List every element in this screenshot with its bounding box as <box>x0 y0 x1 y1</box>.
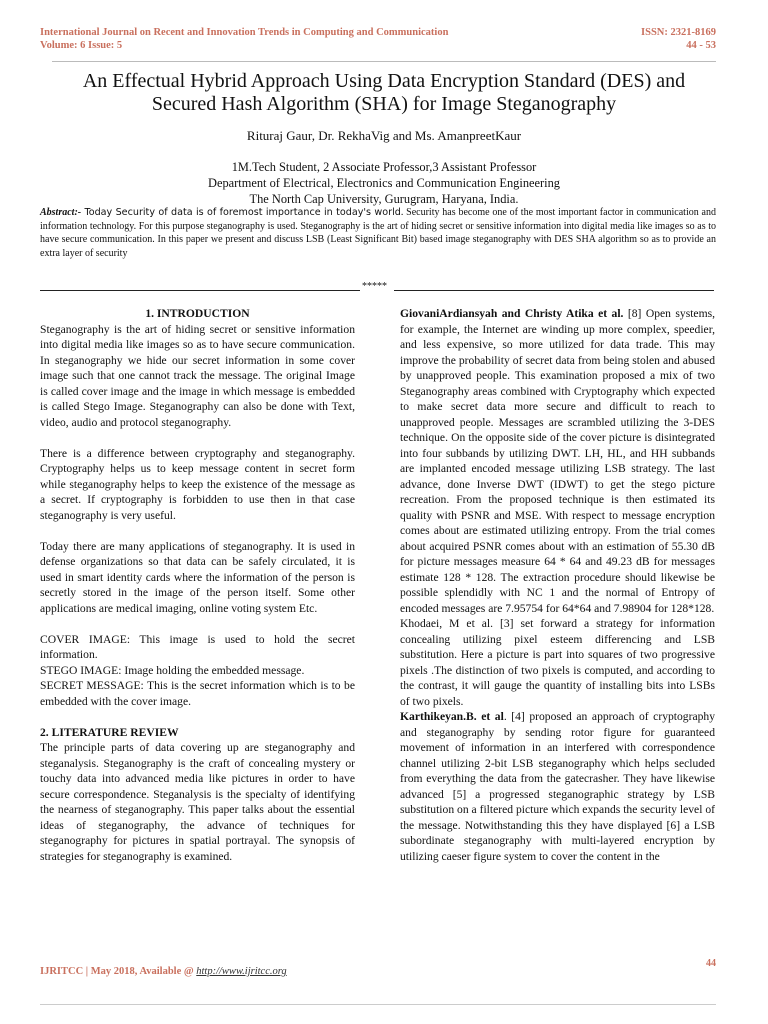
literature-review-heading: 2. LITERATURE REVIEW <box>40 725 179 739</box>
review-paragraph-giovani <box>400 306 715 616</box>
review-paragraph-karthikeyan <box>400 709 715 864</box>
paper-title <box>40 70 728 116</box>
intro-paragraph-1: Steganography is the art of hiding secret or sensitive information into digital media like images so as to have secure communication. In steganography we hide our secret information in some cover image such that one cannot track the message. The original Image is called cover image and the image in which message is embedded is called Stego Image. Steganography can also be done with Text, video, audio and protocol steganography. <box>40 322 355 429</box>
running-header-left <box>40 26 448 52</box>
cited-authors: Karthikeyan.B. et al <box>400 710 504 723</box>
header-divider <box>52 61 716 62</box>
review-text: . [4] proposed an approach of cryptography and steganography by sending rotor figure for guaranteed movement of information in an interfered with correspondence channel utilizing 2-bit LSB steganography which helps secluded from everything the data from the gatecrasher. They have likewise advanced [5] a progressed steganographic strategy by LSB substitution on a filtered picture which expands the security level of the message. Notwithstanding this they have displayed [6] a LSB subordinate steganography with multi-layered encryption by utilizing caeser figure system to cover the content in the <box>400 710 715 863</box>
left-column <box>40 306 355 864</box>
definition-cover-image: COVER IMAGE: This image is used to hold the secret information. <box>40 632 355 661</box>
issn: ISSN: 2321-8169 <box>641 27 716 38</box>
review-text: [8] Open systems, for example, the Internet are winding up more complex, speedier, and less expensive, so more utilized for data trade. This may improve the probability of secret data from being stolen and abused by unapproved people. This examination proposed a mix of two Steganography areas combined with Cryptography which expected to make secret data more secure and difficult to reach to unapproved people. Messages are scrambled utilizing the 3-DES technique. On the opposite side of the cover picture is disintegrated into four subbands by utilizing DWT. LH, HL, and HH subbands are implanted encoded message utilizing LSB strategy. The last advance, done Inverse DWT (IDWT) to get the stego picture recreation. From the proposed technique is then estimated its quality with PSNR and MSE. With respect to message encryption comes about are estimated utilizing entropy. From the trial comes about acquired PSNR comes about with an estimation of 55.30 dB for picture messages measure 64 * 64 and 49.23 dB for messages estimate 128 * 128. The extraction procedure should likewise be possible splendidly with NC 1 and the normal of Entropy of encoded messages are 7.95754 for 64*64 and 7.98904 for 128*128. <box>400 307 715 615</box>
definition-secret-message: SECRET MESSAGE: This is the secret information which is to be embedded with the cover image. <box>40 679 355 708</box>
footer-divider <box>40 1004 716 1005</box>
affiliation <box>40 142 728 207</box>
separator-stars: ***** <box>362 281 387 292</box>
definition-stego-image: STEGO IMAGE: Image holding the embedded message. <box>40 663 305 677</box>
introduction-heading: 1. INTRODUCTION <box>145 307 250 320</box>
paper-title-line-1: An Effectual Hybrid Approach Using Data Encryption Standard (DES) and <box>82 70 686 92</box>
intro-paragraph-2: There is a difference between cryptography and steganography. Cryptography helps us to keep message content in secret form while steganography helps to keep the existence of the message as a secret. If cryptography is forbidden to use then in that case steganography is very useful. <box>40 446 355 522</box>
separator-line-right <box>394 290 714 291</box>
literature-paragraph-1: The principle parts of data covering up are steganography and steganalysis. Steganography is the craft of concealing mystery or touchy data into advanced media like pictures in order to have secure correspondence. Steganalysis is the specialty of identifying the nearness of steganography. This paper talks about the essential ideas of steganography, the advance of techniques for steganography for pictures in spatial portrayal. The synopsis of strategies for steganography is examined. <box>40 741 355 863</box>
page-range: 44 - 53 <box>686 40 716 51</box>
abstract-body: . Security has become one of the most important factor in communication and information technology. For this purpose steganography is used. Steganography is the art of hiding secret or sensitive information into digital media like images so as to have secure communication. In this paper we present and discuss LSB (Least Significant Bit) based image steganography with DES SHA algorithm so as to provide an extra layer of security <box>40 207 716 259</box>
intro-paragraph-3: Today there are many applications of steganography. It is used in defense organizations so that data can be safely circulated, it is used in smart identity cards where the information of the person is secretly stored in the image of the person itself. Some other applications are medical imaging, online voting system Etc. <box>40 539 355 615</box>
journal-website-link[interactable]: http://www.ijritcc.org <box>196 966 287 977</box>
footer <box>40 966 287 977</box>
journal-name: International Journal on Recent and Innovation Trends in Computing and Communication <box>40 27 449 38</box>
author-list: Rituraj Gaur, Dr. RekhaVig and Ms. AmanpreetKaur <box>246 128 522 143</box>
abstract-label: Abstract:- <box>40 207 82 218</box>
cited-authors: GiovaniArdiansyah and Christy Atika et al. <box>400 307 624 320</box>
university: The North Cap University, Gurugram, Haryana, India. <box>249 192 519 206</box>
paper-title-line-2: Secured Hash Algorithm (SHA) for Image Steganography <box>151 93 617 115</box>
author-roles: 1M.Tech Student, 2 Associate Professor,3 Assistant Professor <box>231 160 537 174</box>
abstract <box>40 206 716 260</box>
separator-line-left <box>40 290 360 291</box>
review-paragraph-khodaei: Khodaei, M et al. [3] set forward a strategy for information concealing utilizing pixel esteem differencing and LSB substitution. Here a picture is part into squares of two progressive pixels .The distinction of two pixels is computed, and according to the contrast, it will gauge the quantity of installing bits into LSBs of two pixels. <box>400 617 715 708</box>
running-header-right <box>641 26 716 52</box>
abstract-lead: Today Security of data is of foremost importance in today's world <box>81 207 401 218</box>
right-column <box>400 306 715 864</box>
section-separator <box>40 281 716 295</box>
volume-issue: Volume: 6 Issue: 5 <box>40 40 123 51</box>
department: Department of Electrical, Electronics and Communication Engineering <box>208 176 560 190</box>
footer-text: IJRITCC | May 2018, Available @ <box>40 966 197 977</box>
page-number: 44 <box>706 958 716 969</box>
